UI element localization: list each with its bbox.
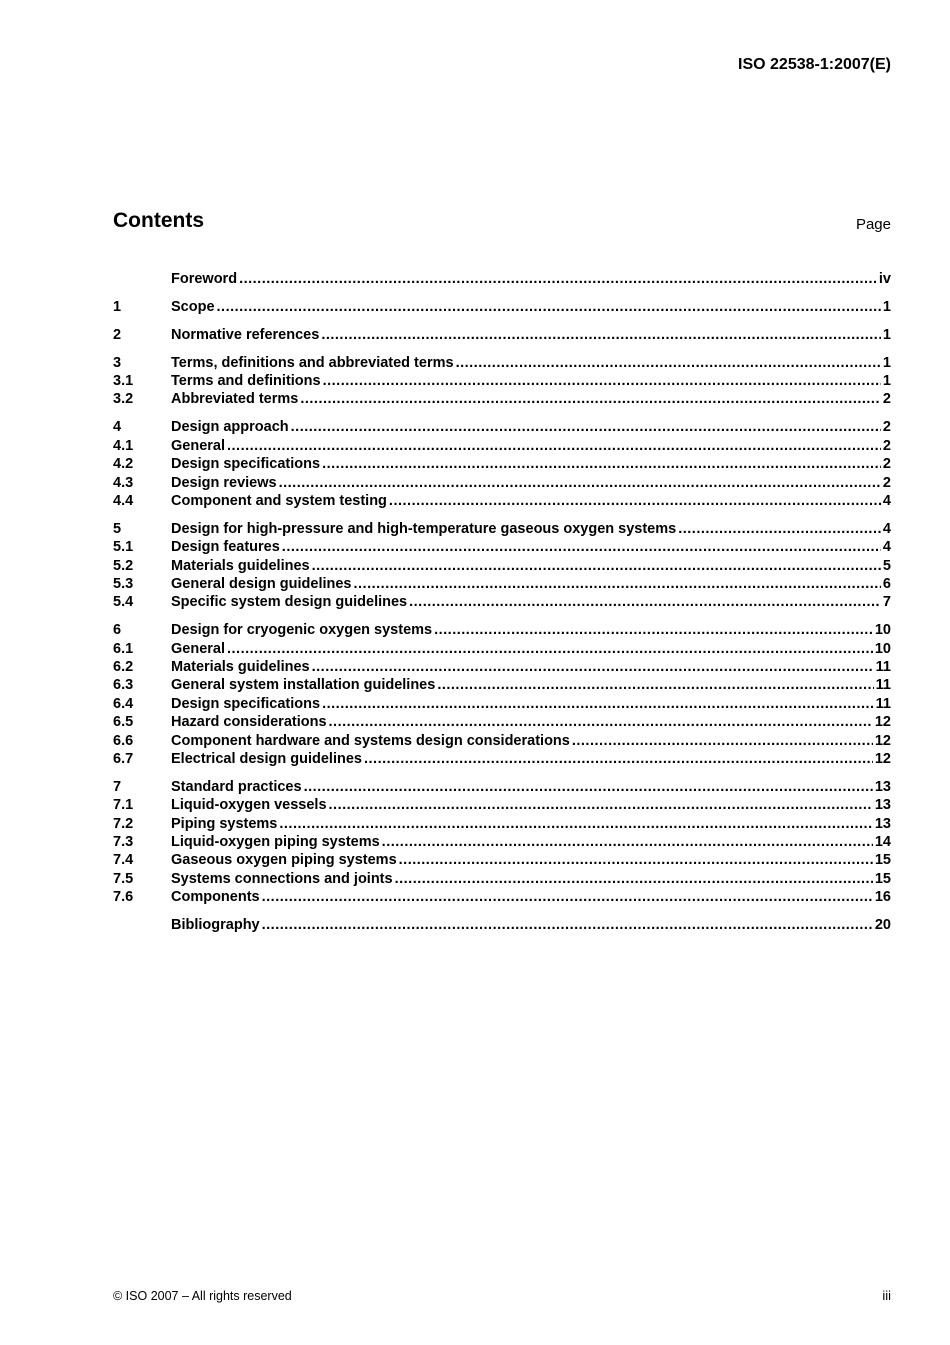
toc-entry-number: 3.1 — [113, 373, 134, 390]
toc-entry-number: 4 — [113, 419, 122, 436]
toc-entry-page: 10 — [874, 622, 891, 639]
toc-dot-leader — [312, 658, 874, 676]
toc-entry[interactable] — [113, 520, 891, 538]
toc-entry-title: General — [171, 640, 225, 657]
toc-entry-title: General — [171, 437, 225, 454]
toc-entry[interactable] — [113, 575, 891, 593]
toc-entry-title: Piping systems — [171, 815, 278, 832]
toc-dot-leader — [382, 833, 873, 851]
toc-entry-number: 5.4 — [113, 594, 134, 611]
toc-entry-title: Foreword — [171, 271, 238, 287]
toc-entry[interactable] — [113, 778, 891, 796]
toc-entry-page: 5 — [882, 557, 891, 574]
toc-entry-title: Design for cryogenic oxygen systems — [171, 622, 433, 639]
toc-entry-title: Liquid-oxygen piping systems — [171, 834, 380, 851]
toc-entry-number: 3 — [113, 354, 122, 371]
toc-dot-leader — [217, 298, 881, 316]
toc-entry-title: Electrical design guidelines — [171, 750, 362, 767]
toc-dot-leader — [279, 815, 872, 833]
toc-entry[interactable] — [113, 492, 891, 510]
toc-dot-leader — [399, 851, 873, 869]
toc-entry[interactable] — [113, 298, 891, 316]
toc-entry-number: 7.5 — [113, 870, 134, 887]
toc-entry-number: 7.4 — [113, 852, 134, 869]
toc-entry-page: 13 — [874, 778, 891, 795]
toc-entry-number: 2 — [113, 326, 122, 343]
toc-entry-number: 5.2 — [113, 557, 134, 574]
toc-dot-leader — [329, 713, 873, 731]
toc-entry-page: 11 — [875, 695, 891, 712]
toc-dot-leader — [456, 354, 881, 372]
toc-entry-page: 7 — [882, 594, 891, 611]
toc-dot-leader — [434, 621, 873, 639]
toc-entry[interactable] — [113, 640, 891, 658]
toc-dot-leader — [262, 888, 873, 906]
toc-entry-title: Abbreviated terms — [171, 391, 299, 408]
toc-entry-title: Design for high-pressure and high-temperature gaseous oxygen systems — [171, 520, 677, 537]
toc-entry-number: 4.4 — [113, 492, 134, 509]
toc-entry-number: 6.6 — [113, 732, 134, 749]
toc-entry-page: 12 — [874, 714, 891, 731]
toc-entry-number: 1 — [113, 298, 122, 315]
toc-dot-leader — [300, 390, 881, 408]
toc-dot-leader — [322, 455, 881, 473]
toc-entry-number: 6.4 — [113, 695, 134, 712]
toc-entry[interactable] — [113, 372, 891, 390]
toc-entry-title: Normative references — [171, 326, 320, 343]
toc-entry-page: 6 — [882, 575, 891, 592]
toc-entry-page: 15 — [874, 852, 891, 869]
toc-entry-page: 10 — [874, 640, 891, 657]
toc-entry-page: 1 — [882, 373, 891, 390]
toc-dot-leader — [279, 474, 881, 492]
toc-entry[interactable] — [113, 916, 891, 934]
toc-dot-leader — [291, 418, 881, 436]
toc-entry-title: Component hardware and systems design considerations — [171, 732, 570, 749]
toc-entry-title: Components — [171, 889, 260, 906]
toc-entry-title: Design specifications — [171, 456, 321, 473]
toc-entry-number: 4.2 — [113, 456, 134, 473]
toc-entry[interactable] — [113, 732, 891, 750]
toc-entry-number: 4.3 — [113, 474, 134, 491]
toc-entry-title: Design approach — [171, 419, 289, 436]
toc-dot-leader — [354, 575, 881, 593]
toc-entry-title: General design guidelines — [171, 575, 352, 592]
toc-entry-title: Terms and definitions — [171, 373, 321, 390]
toc-entry-number: 6 — [113, 622, 122, 639]
toc-entry[interactable] — [113, 593, 891, 611]
toc-dot-leader — [572, 732, 873, 750]
page-number: iii — [882, 1288, 891, 1303]
toc-dot-leader — [227, 640, 873, 658]
toc-entry-number: 6.2 — [113, 659, 134, 676]
toc-entry-number: 5 — [113, 520, 122, 537]
toc-entry-page: 1 — [882, 298, 891, 315]
toc-entry-page: 2 — [882, 474, 891, 491]
toc-entry[interactable] — [113, 455, 891, 473]
toc-entry-number: 3.2 — [113, 391, 134, 408]
page-column-label: Page — [855, 216, 891, 233]
toc-entry-page: 12 — [874, 732, 891, 749]
toc-entry-page: 13 — [874, 797, 891, 814]
toc-entry-page: 2 — [882, 456, 891, 473]
toc-entry[interactable] — [113, 750, 891, 768]
toc-entry-title: Component and system testing — [171, 492, 387, 509]
toc-entry-title: Systems connections and joints — [171, 870, 393, 887]
toc-dot-leader — [282, 538, 881, 556]
toc-entry-title: Bibliography — [171, 917, 260, 934]
toc-entry[interactable] — [113, 870, 891, 888]
toc-entry-number: 7.6 — [113, 889, 134, 906]
toc-entry-number: 5.3 — [113, 575, 134, 592]
toc-entry-number: 6.3 — [113, 677, 134, 694]
toc-entry-page: 20 — [874, 917, 891, 934]
toc-dot-leader — [323, 372, 881, 390]
toc-entry-title: Terms, definitions and abbreviated terms — [171, 354, 454, 371]
toc-entry-page: 4 — [882, 539, 891, 556]
toc-entry-number: 6.1 — [113, 640, 134, 657]
toc-entry-page: 4 — [882, 492, 891, 509]
toc-entry[interactable] — [113, 658, 891, 676]
toc-entry-page: 12 — [874, 750, 891, 767]
toc-entry[interactable] — [113, 815, 891, 833]
table-of-contents — [113, 270, 891, 935]
toc-entry[interactable] — [113, 888, 891, 906]
toc-entry-number: 7 — [113, 778, 122, 795]
toc-dot-leader — [239, 270, 877, 288]
toc-entry-title: Materials guidelines — [171, 557, 310, 574]
toc-dot-leader — [227, 437, 881, 455]
toc-entry[interactable] — [113, 270, 891, 288]
toc-entry-number: 7.3 — [113, 834, 134, 851]
toc-entry[interactable] — [113, 474, 891, 492]
toc-entry-title: General system installation guidelines — [171, 677, 436, 694]
toc-entry[interactable] — [113, 833, 891, 851]
toc-entry[interactable] — [113, 713, 891, 731]
toc-entry[interactable] — [113, 676, 891, 694]
toc-dot-leader — [321, 326, 881, 344]
toc-dot-leader — [678, 520, 881, 538]
toc-entry[interactable] — [113, 695, 891, 713]
toc-entry-title: Specific system design guidelines — [171, 594, 408, 611]
toc-entry[interactable] — [113, 418, 891, 436]
toc-entry-page: 13 — [874, 815, 891, 832]
toc-entry[interactable] — [113, 354, 891, 372]
toc-dot-leader — [395, 870, 873, 888]
toc-entry[interactable] — [113, 621, 891, 639]
toc-entry-page: iv — [878, 271, 891, 287]
toc-entry-page: 14 — [874, 834, 891, 851]
toc-entry-title: Materials guidelines — [171, 659, 310, 676]
toc-entry[interactable] — [113, 851, 891, 869]
toc-entry-number: 7.1 — [113, 797, 134, 814]
toc-entry[interactable] — [113, 796, 891, 814]
toc-entry-number: 4.1 — [113, 437, 134, 454]
copyright-notice: © ISO 2007 – All rights reserved — [113, 1289, 292, 1303]
toc-entry-number: 7.2 — [113, 815, 134, 832]
toc-entry[interactable] — [113, 538, 891, 556]
toc-entry-page: 1 — [882, 354, 891, 371]
toc-entry-page: 1 — [882, 326, 891, 343]
toc-entry-page: 2 — [882, 419, 891, 436]
toc-entry-title: Standard practices — [171, 778, 302, 795]
toc-entry-page: 2 — [882, 437, 891, 454]
toc-dot-leader — [409, 593, 881, 611]
toc-entry-number: 5.1 — [113, 539, 134, 556]
toc-entry-number: 6.7 — [113, 750, 134, 767]
toc-dot-leader — [312, 557, 881, 575]
toc-entry-title: Scope — [171, 298, 215, 315]
toc-entry-title: Liquid-oxygen vessels — [171, 797, 327, 814]
toc-entry-title: Design reviews — [171, 474, 277, 491]
toc-entry[interactable] — [113, 326, 891, 344]
document-id: ISO 22538-1:2007(E) — [738, 56, 891, 73]
toc-entry-title: Design features — [171, 539, 280, 556]
toc-entry-title: Design specifications — [171, 695, 321, 712]
toc-dot-leader — [389, 492, 881, 510]
toc-dot-leader — [262, 916, 873, 934]
toc-entry-page: 4 — [882, 520, 891, 537]
toc-entry-page: 15 — [874, 870, 891, 887]
toc-dot-leader — [329, 796, 873, 814]
toc-entry-number: 6.5 — [113, 714, 134, 731]
toc-dot-leader — [304, 778, 873, 796]
toc-entry[interactable] — [113, 437, 891, 455]
toc-entry[interactable] — [113, 390, 891, 408]
toc-dot-leader — [437, 676, 873, 694]
toc-dot-leader — [364, 750, 873, 768]
toc-dot-leader — [322, 695, 874, 713]
toc-entry[interactable] — [113, 557, 891, 575]
toc-entry-title: Gaseous oxygen piping systems — [171, 852, 397, 869]
toc-entry-page: 2 — [882, 391, 891, 408]
toc-entry-page: 11 — [875, 677, 891, 694]
toc-entry-page: 11 — [875, 659, 891, 676]
toc-entry-title: Hazard considerations — [171, 714, 327, 731]
contents-heading: Contents — [113, 209, 204, 232]
toc-entry-page: 16 — [874, 889, 891, 906]
